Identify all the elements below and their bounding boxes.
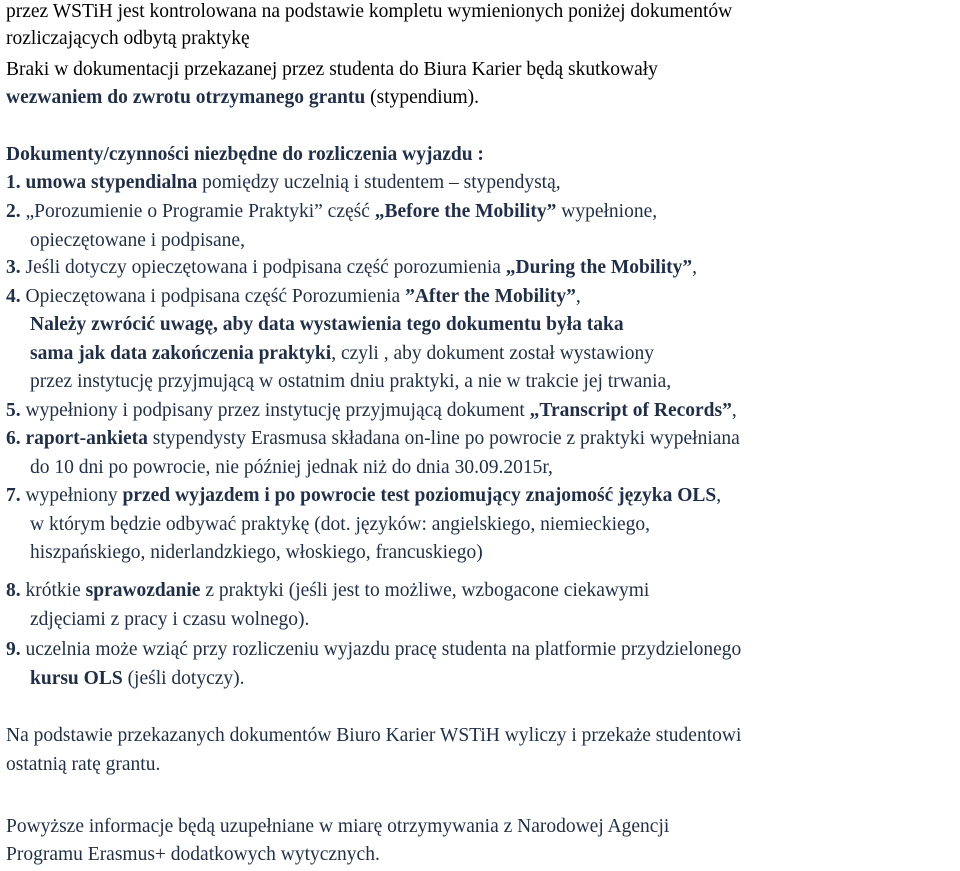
list-item-1: 1. umowa stypendialna pomiędzy uczelnią i studentem – stypendystą, [6,172,561,193]
intro-line-4: wezwaniem do zwrotu otrzymanego grantu (stypendium). [6,87,479,108]
list-item-6-cont: do 10 dni po powrocie, nie później jednak niż do dnia 30.09.2015r, [30,457,553,478]
intro-line-1: przez WSTiH jest kontrolowana na podstawie kompletu wymienionych poniżej dokumentów [6,1,733,22]
list-item-4-note-2: sama jak data zakończenia praktyki, czyli , aby dokument został wystawiony [30,343,654,364]
intro-line-3: Braki w dokumentacji przekazanej przez studenta do Biura Karier będą skutkowały [6,59,658,80]
list-item-8-cont: zdjęciami z pracy i czasu wolnego). [30,609,310,630]
list-item-8: 8. krótkie sprawozdanie z praktyki (jeśli jest to możliwe, wzbogacone ciekawymi [6,580,650,601]
grant-warning: wezwaniem do zwrotu otrzymanego grantu [6,87,366,108]
list-item-6: 6. raport-ankieta stypendysty Erasmusa składana on-line po powrocie z praktyki wypełniana [6,428,740,449]
list-item-7-cont-2: hiszpańskiego, niderlandzkiego, włoskiego, francuskiego) [30,542,483,563]
list-item-5: 5. wypełniony i podpisany przez instytucję przyjmującą dokument „Transcript of Records”, [6,400,737,421]
list-item-2: 2. „Porozumienie o Programie Praktyki” część „Before the Mobility” wypełnione, [6,201,658,222]
list-item-2-cont: opieczętowane i podpisane, [30,230,245,251]
list-item-9-cont: kursu OLS (jeśli dotyczy). [30,668,245,689]
list-item-4-note-1: Należy zwrócić uwagę, aby data wystawienia tego dokumentu była taka [30,314,624,335]
section-heading: Dokumenty/czynności niezbędne do rozliczenia wyjazdu : [6,144,484,165]
list-item-4-note-3: przez instytucję przyjmującą w ostatnim dniu praktyki, a nie w trakcie jej trwania, [30,371,672,392]
closing-paragraph-1-line-1: Na podstawie przekazanych dokumentów Biuro Karier WSTiH wyliczy i przekaże studentowi [6,725,742,746]
list-item-7-cont-1: w którym będzie odbywać praktykę (dot. języków: angielskiego, niemieckiego, [30,514,651,535]
closing-paragraph-2-line-2: Programu Erasmus+ dodatkowych wytycznych. [6,844,380,865]
list-item-4: 4. Opieczętowana i podpisana część Porozumienia ”After the Mobility”, [6,286,581,307]
list-item-3: 3. Jeśli dotyczy opieczętowana i podpisana część porozumienia „During the Mobility”, [6,257,697,278]
list-item-7: 7. wypełniony przed wyjazdem i po powrocie test poziomujący znajomość języka OLS, [6,485,722,506]
closing-paragraph-2-line-1: Powyższe informacje będą uzupełniane w miarę otrzymywania z Narodowej Agencji [6,816,670,837]
intro-line-2: rozliczających odbytą praktykę [6,28,250,49]
closing-paragraph-1-line-2: ostatnią ratę grantu. [6,754,161,775]
list-item-9: 9. uczelnia może wziąć przy rozliczeniu wyjazdu pracę studenta na platformie przydzielonego [6,639,742,660]
